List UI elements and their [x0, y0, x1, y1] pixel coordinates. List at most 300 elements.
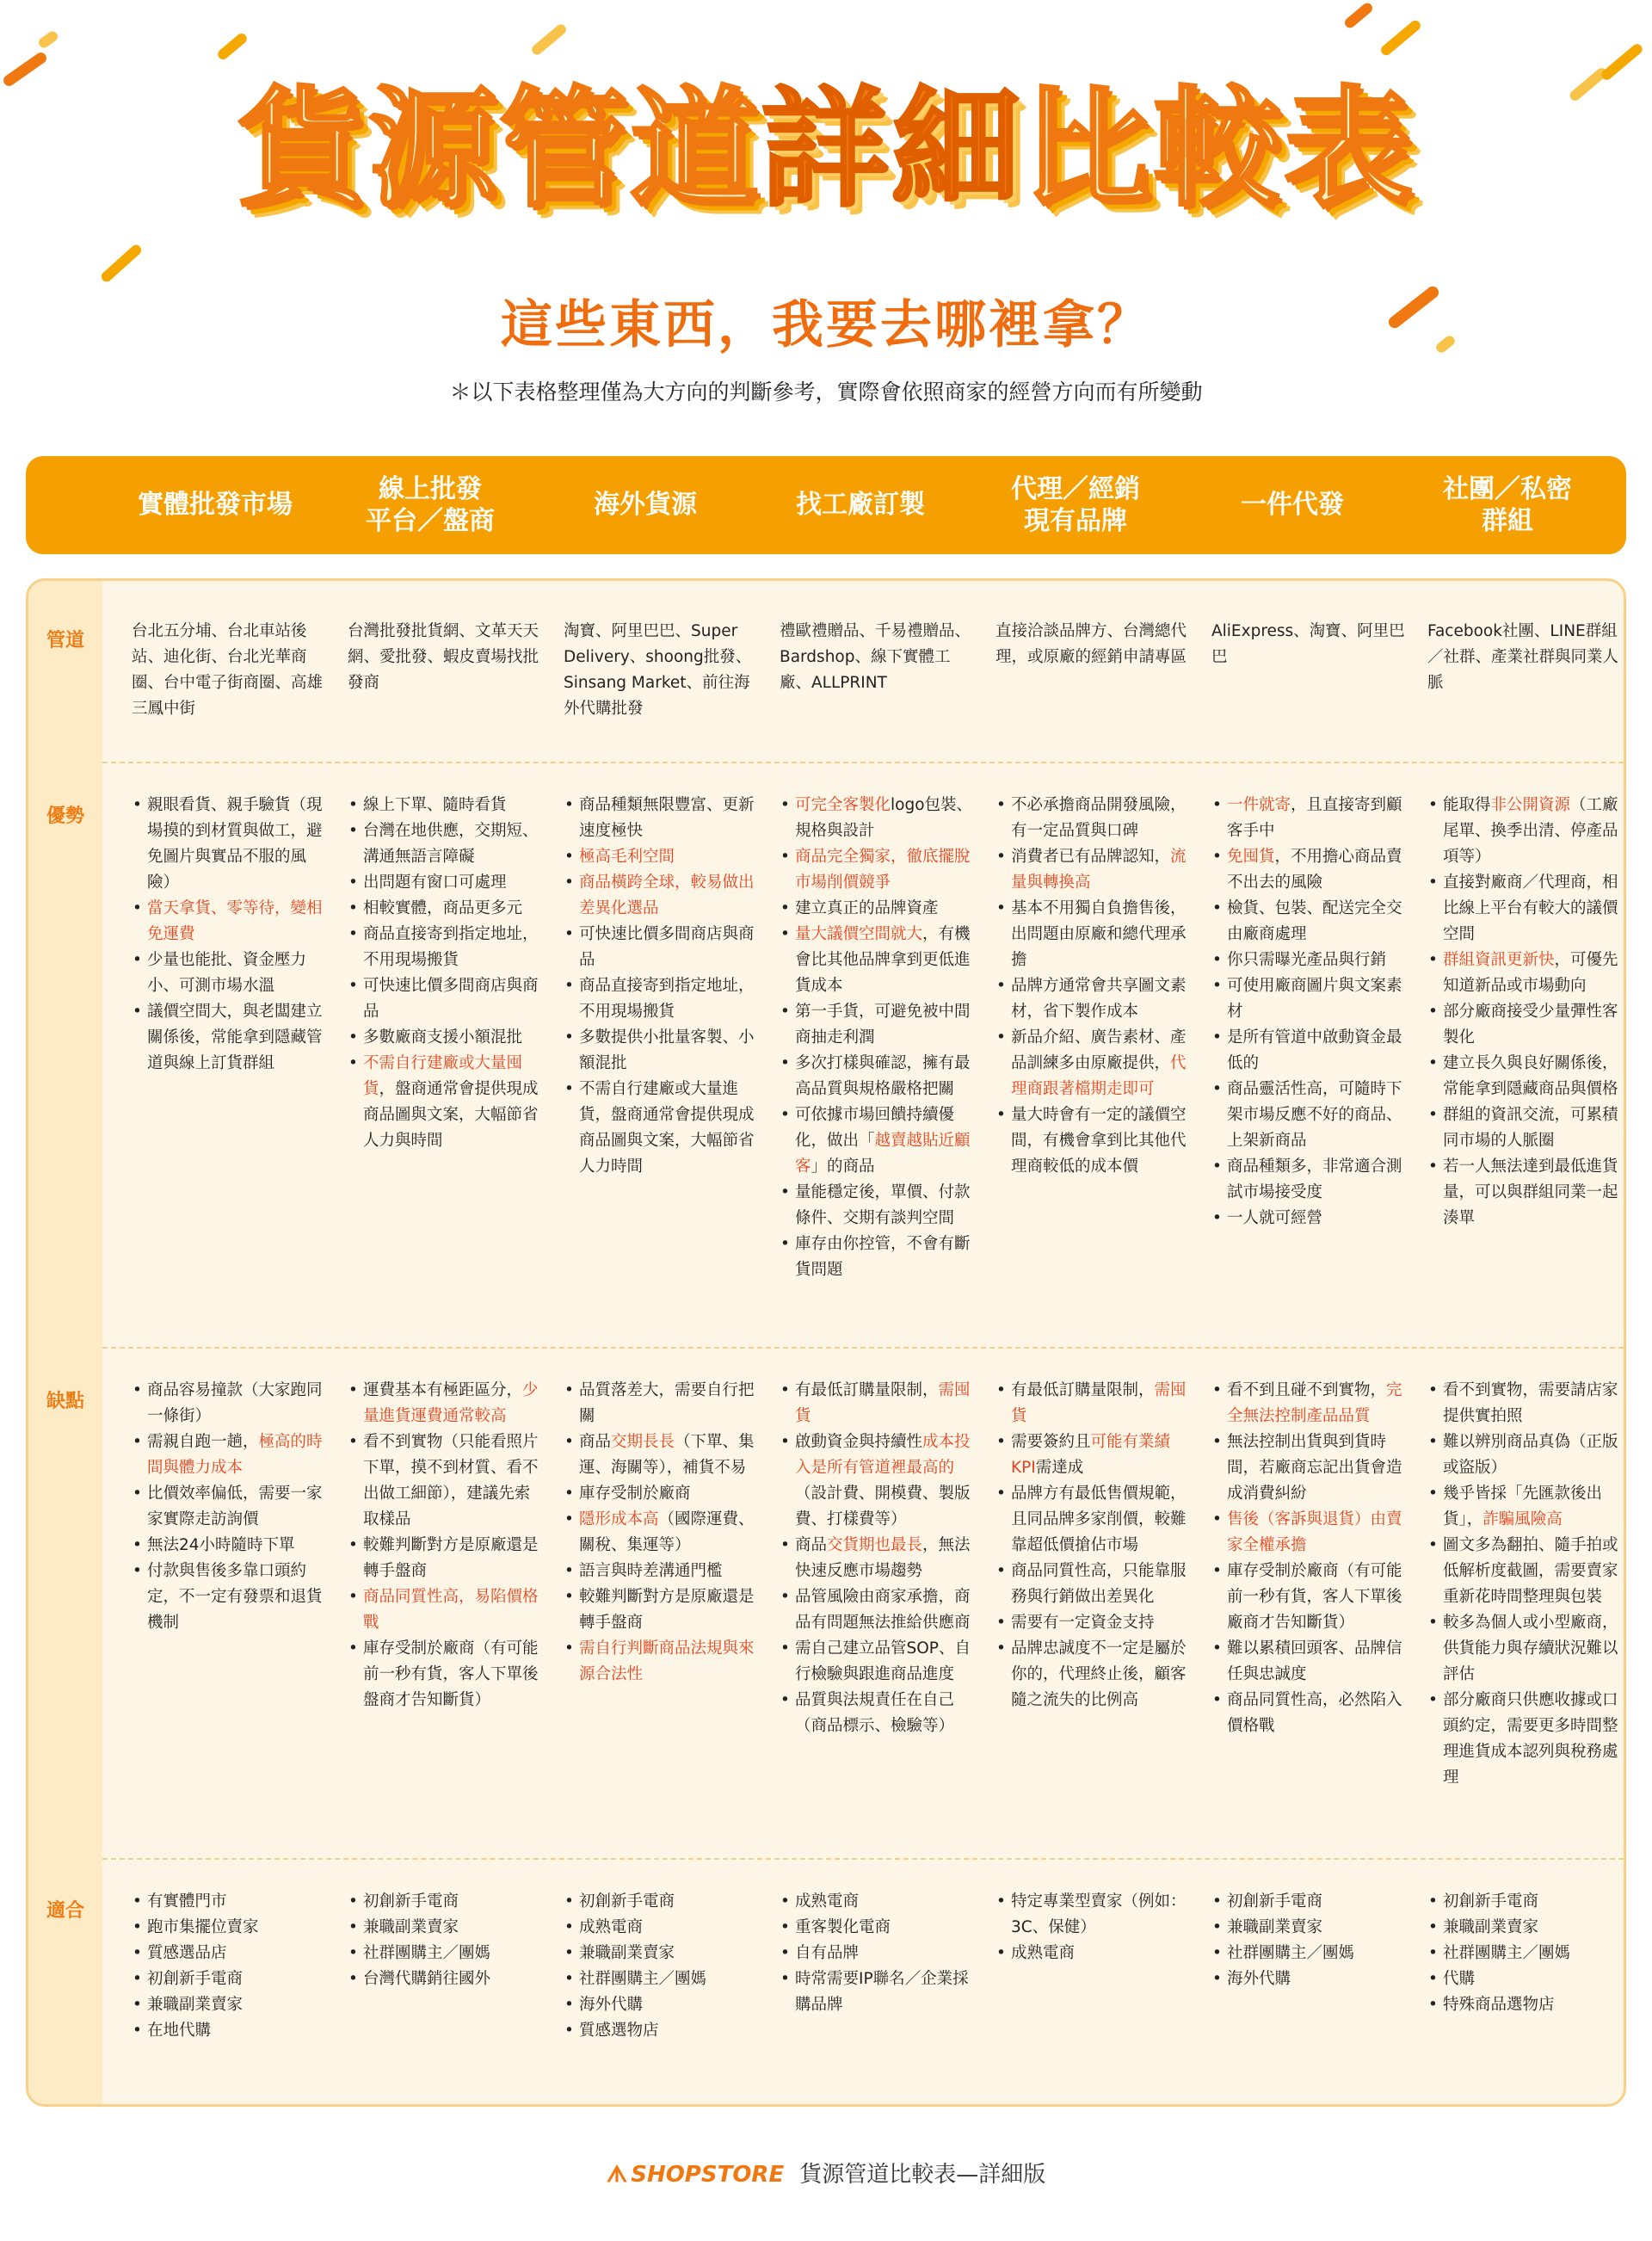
- highlight-text: 商品橫跨全球，較易做出差異化選品: [579, 874, 755, 917]
- item-text: ，且直接寄到顧客手中: [1227, 796, 1402, 840]
- channel-text: 台北五分埔、台北車站後站、迪化街、台北光華商圈、台中電子街商圈、高雄三鳳中街: [132, 622, 324, 718]
- item-text: 庫存受制於廠商: [579, 1485, 691, 1503]
- highlight-text: 可完全客製化: [795, 796, 891, 814]
- list-item: [348, 1584, 544, 1636]
- decor-stroke: [37, 29, 60, 50]
- advantage-cell: [564, 793, 760, 1180]
- highlight-text: 非公開資源: [1490, 796, 1571, 814]
- item-text: ，可優先知道新品或市場動向: [1443, 951, 1618, 995]
- item-text: 需要簽約且: [1011, 1433, 1091, 1451]
- list-item: • 海外代購: [564, 1992, 760, 2018]
- list-item: • 成熟電商: [564, 1915, 760, 1941]
- list-item: • 社群團購主／團媽: [1427, 1941, 1624, 1966]
- item-text: 消費者已有品牌認知，: [1011, 848, 1171, 866]
- bullet-list: [1427, 1889, 1624, 2018]
- list-item: [780, 1232, 976, 1283]
- list-item: [348, 793, 544, 818]
- suitable-cell: [348, 1889, 544, 1992]
- list-item: [1427, 1102, 1624, 1154]
- item-text: 品牌方有最低售價規範，且同品牌多家削價，較難靠超低價搶佔市場: [1011, 1485, 1187, 1554]
- column-header: 一件代發: [1241, 490, 1344, 521]
- bullet-list: [348, 793, 544, 1154]
- list-item: [132, 1429, 328, 1481]
- item-text: 多數提供小批量客製、小額混批: [579, 1028, 755, 1072]
- list-item: [132, 1559, 328, 1636]
- list-item: [1427, 948, 1624, 999]
- item-text: 群組的資訊交流，可累積同市場的人脈圈: [1443, 1106, 1618, 1150]
- bullet-list: [780, 793, 976, 1283]
- item-text: 商品: [579, 1433, 612, 1451]
- list-item: • 特殊商品選物店: [1427, 1992, 1624, 2018]
- item-text: 線上下單、隨時看貨: [363, 796, 507, 814]
- highlight-text: 交貨期也最長: [827, 1536, 923, 1554]
- item-text: 看不到實物，需要請店家提供實拍照: [1443, 1381, 1618, 1425]
- list-item: [1211, 1429, 1408, 1507]
- title-part-2: 詳細: [760, 75, 1022, 225]
- list-item: [1427, 1533, 1624, 1610]
- highlight-text: 流量與轉換高: [1011, 848, 1187, 892]
- suitable-cell: [1211, 1889, 1408, 1992]
- suitable-cell: [1427, 1889, 1624, 2018]
- list-item: • 初創新手電商: [348, 1889, 544, 1915]
- list-item: [780, 1051, 976, 1102]
- item-text: 有最低訂購量限制，: [795, 1381, 939, 1399]
- item-text: 有最低訂購量限制，: [1011, 1381, 1155, 1399]
- list-item: [780, 844, 976, 896]
- list-item: [1211, 1077, 1408, 1154]
- channel-cell: [1427, 619, 1624, 696]
- list-item: • 兼職副業賣家: [1211, 1915, 1408, 1941]
- list-item: • 質感選品店: [132, 1941, 328, 1966]
- list-item: [780, 896, 976, 922]
- item-text: 可依據市場回饋持續優化，做出「: [795, 1106, 955, 1150]
- decor-stroke: [530, 22, 568, 57]
- disadvantage-cell: [996, 1378, 1192, 1713]
- item-text: 少量也能批、資金壓力小、可測市場水溫: [147, 951, 307, 995]
- comparison-table: [26, 578, 1626, 2107]
- list-item: [1211, 1507, 1408, 1559]
- list-item: [1427, 1051, 1624, 1102]
- list-item: • 兼職副業賣家: [1427, 1915, 1624, 1941]
- item-text: 難以累積回頭客、品牌信任與忠誠度: [1227, 1639, 1402, 1683]
- bullet-list: [1211, 1378, 1408, 1739]
- item-text: 部分廠商接受少量彈性客製化: [1443, 1003, 1618, 1046]
- bullet-list: [780, 1889, 976, 2018]
- decor-stroke: [99, 243, 143, 284]
- disadvantage-cell: [564, 1378, 760, 1688]
- highlight-text: 商品完全獨家，徹底擺脫市場削價競爭: [795, 848, 971, 892]
- bullet-list: [1211, 793, 1408, 1232]
- row-divider: [102, 762, 1624, 763]
- list-item: [564, 1559, 760, 1584]
- column-header: 實體批發市場: [138, 490, 293, 521]
- row-divider: [102, 1858, 1624, 1860]
- item-text: 量大時會有一定的議價空間，有機會拿到比其他代理商較低的成本價: [1011, 1106, 1187, 1176]
- item-text: （工廠尾單、換季出清、停產品項等）: [1443, 796, 1618, 866]
- list-item: • 成熟電商: [780, 1889, 976, 1915]
- bullet-list: [996, 793, 1192, 1180]
- highlight-text: 詐騙風險高: [1482, 1510, 1563, 1528]
- list-item: [780, 1533, 976, 1584]
- item-text: 需親自跑一趟，: [147, 1433, 259, 1451]
- bullet-list: [1427, 793, 1624, 1232]
- highlight-text: 越賣越貼近顧客: [795, 1132, 971, 1176]
- item-text: ，有機會比其他品牌拿到更低進貨成本: [795, 925, 971, 995]
- list-item: [996, 896, 1192, 973]
- decor-stroke: [1343, 1, 1375, 30]
- item-text: 可快速比價多間商店與商品: [579, 925, 755, 969]
- list-item: [132, 896, 328, 948]
- item-text: 運費基本有極距區分，: [363, 1381, 523, 1399]
- item-text: 多數廠商支援小額混批: [363, 1028, 523, 1046]
- list-item: • 初創新手電商: [132, 1966, 328, 1992]
- list-item: [780, 922, 976, 999]
- list-item: [564, 793, 760, 844]
- list-item: • 台灣代購銷往國外: [348, 1966, 544, 1992]
- list-item: [996, 1378, 1192, 1429]
- row-label-disadvantage: 缺點: [46, 1391, 84, 1412]
- list-item: [1211, 1688, 1408, 1739]
- list-item: [564, 844, 760, 870]
- table-header: [26, 456, 1626, 554]
- list-item: [564, 1507, 760, 1559]
- list-item: [1427, 1429, 1624, 1481]
- list-item: [780, 1378, 976, 1429]
- list-item: • 有實體門市: [132, 1889, 328, 1915]
- item-text: 商品容易撞款（大家跑同一條街）: [147, 1381, 323, 1425]
- list-item: [780, 1102, 976, 1180]
- bullet-list: [564, 1378, 760, 1688]
- list-item: [564, 1481, 760, 1507]
- list-item: [1427, 1610, 1624, 1688]
- list-item: [1211, 973, 1408, 1025]
- list-item: • 初創新手電商: [1211, 1889, 1408, 1915]
- disadvantage-cell: [132, 1378, 328, 1636]
- suitable-cell: [564, 1889, 760, 2044]
- bullet-list: [996, 1889, 1192, 1966]
- item-text: 語言與時差溝通門檻: [579, 1562, 723, 1580]
- suitable-cell: [132, 1889, 328, 2044]
- item-text: 建立長久與良好關係後，常能拿到隱藏商品與價格: [1443, 1054, 1618, 1098]
- item-text: 若一人無法達到最低進貨量，可以與群組同業一起湊單: [1443, 1158, 1618, 1227]
- list-item: [1211, 948, 1408, 973]
- list-item: • 代購: [1427, 1966, 1624, 1992]
- item-text: 」的商品: [811, 1158, 875, 1176]
- item-text: 較難判斷對方是原廠還是轉手盤商: [363, 1536, 539, 1580]
- list-item: [348, 1051, 544, 1154]
- item-text: 品質落差大，需要自行把關: [579, 1381, 755, 1425]
- item-text: 啟動資金與持續性: [795, 1433, 923, 1451]
- highlight-text: 免囤貨: [1227, 848, 1275, 866]
- highlight-text: 需囤貨: [795, 1381, 971, 1425]
- bullet-list: [348, 1889, 544, 1992]
- list-item: [1427, 870, 1624, 948]
- highlight-text: 需囤貨: [1011, 1381, 1187, 1425]
- item-text: 量能穩定後，單價、付款條件、交期有談判空間: [795, 1183, 971, 1227]
- list-item: [1211, 793, 1408, 844]
- list-item: [1211, 1636, 1408, 1688]
- item-text: 能取得: [1443, 796, 1491, 814]
- list-item: [348, 1378, 544, 1429]
- item-text: 商品: [795, 1536, 828, 1554]
- list-item: [780, 1584, 976, 1636]
- list-item: • 時常需要IP聯名／企業採購品牌: [780, 1966, 976, 2018]
- item-text: 需自己建立品管SOP、自行檢驗與跟進商品進度: [795, 1639, 971, 1683]
- item-text: （設計費、開模費、製版費、打樣費等）: [795, 1485, 971, 1528]
- item-text: 出問題有窗口可處理: [363, 874, 507, 892]
- list-item: [996, 844, 1192, 896]
- list-item: [780, 999, 976, 1051]
- item-text: 比價效率偏低，需要一家家實際走訪詢價: [147, 1485, 323, 1528]
- item-text: 較多為個人或小型廠商，供貨能力與存續狀況難以評估: [1443, 1614, 1618, 1683]
- advantage-cell: [348, 793, 544, 1154]
- item-text: 無法24小時隨時下單: [147, 1536, 295, 1554]
- highlight-text: 隱形成本高: [579, 1510, 659, 1528]
- item-text: 看不到實物（只能看照片下單，摸不到材質、看不出做工細節），建議先索取樣品: [363, 1433, 539, 1528]
- item-text: 不需自行建廠或大量進貨，盤商通常會提供現成商品圖與文案，大幅節省人力時間: [579, 1080, 755, 1176]
- advantage-cell: [996, 793, 1192, 1180]
- list-item: • 特定專業型賣家（例如：3C、保健）: [996, 1889, 1192, 1941]
- list-item: [996, 1481, 1192, 1559]
- list-item: [564, 1077, 760, 1180]
- item-text: 部分廠商只供應收據或口頭約定，需要更多時間整理進貨成本認列與稅務處理: [1443, 1691, 1618, 1787]
- list-item: [132, 1481, 328, 1533]
- decor-stroke: [1600, 42, 1644, 82]
- advantage-cell: [780, 793, 976, 1283]
- disclaimer-note: ＊以下表格整理僅為大方向的判斷參考，實際會依照商家的經營方向而有所變動: [449, 380, 1203, 404]
- highlight-text: 群組資訊更新快: [1443, 951, 1555, 969]
- item-text: ，無法快速反應市場趨勢: [795, 1536, 971, 1580]
- footer-caption: 貨源管道比較表—詳細版: [799, 2162, 1046, 2188]
- channel-text: 直接洽談品牌方、台灣總代理，或原廠的經銷申請專區: [996, 622, 1187, 666]
- list-item: • 成熟電商: [996, 1941, 1192, 1966]
- list-item: [348, 1025, 544, 1051]
- list-item: [996, 973, 1192, 1025]
- highlight-text: 需自行判斷商品法規與來源合法性: [579, 1639, 755, 1683]
- bullet-list: [1427, 1378, 1624, 1791]
- item-text: 是所有管道中啟動資金最低的: [1227, 1028, 1402, 1072]
- bullet-list: [564, 1889, 760, 2044]
- list-item: • 初創新手電商: [1427, 1889, 1624, 1915]
- highlight-text: 不需自行建廠或大量囤貨: [363, 1054, 523, 1098]
- page-title: [0, 75, 1652, 225]
- list-item: • 兼職副業賣家: [132, 1992, 328, 2018]
- bullet-list: [132, 1889, 328, 2044]
- list-item: [564, 1025, 760, 1077]
- list-item: [1211, 896, 1408, 948]
- highlight-text: 代理商跟著檔期走即可: [1011, 1054, 1187, 1098]
- list-item: • 海外代購: [1211, 1966, 1408, 1992]
- channel-text: Facebook社團、LINE群組／社群、產業社群與同業人脈: [1427, 622, 1619, 692]
- column-header: 海外貨源: [594, 490, 697, 521]
- highlight-text: 成本投入是所有管道裡最高的: [795, 1433, 971, 1477]
- item-text: 品質與法規責任在自己（商品標示、檢驗等）: [795, 1691, 955, 1735]
- channel-cell: [996, 619, 1192, 670]
- highlight-text: 極高毛利空間: [579, 848, 675, 866]
- list-item: [348, 973, 544, 1025]
- highlight-text: 當天拿貨、零等待，變相免運費: [147, 899, 323, 943]
- list-item: [1211, 1206, 1408, 1232]
- footer: [0, 2157, 1652, 2189]
- page-subtitle: 這些東西，我要去哪裡拿？: [501, 295, 1151, 355]
- item-text: 台灣在地供應，交期短、溝通無語言障礙: [363, 822, 539, 866]
- item-text: 直接對廠商／代理商，相比線上平台有較大的議價空間: [1443, 874, 1618, 943]
- item-text: 商品種類多，非常適合測試市場接受度: [1227, 1158, 1402, 1201]
- item-text: 商品直接寄到指定地址，不用現場搬貨: [579, 977, 755, 1021]
- title-part-3: 比較表: [1022, 75, 1415, 225]
- item-text: 新品介紹、廣告素材、產品訓練多由原廠提供，: [1011, 1028, 1187, 1072]
- highlight-text: 售後（客訴與退貨）由賣家全權承擔: [1227, 1510, 1402, 1554]
- item-text: 建立真正的品牌資產: [795, 899, 939, 917]
- list-item: • 重客製化電商: [780, 1915, 976, 1941]
- list-item: [996, 1102, 1192, 1180]
- list-item: [780, 1636, 976, 1688]
- bullet-list: [132, 1378, 328, 1636]
- highlight-text: 量大議價空間就大: [795, 925, 923, 943]
- item-text: 可快速比價多間商店與商品: [363, 977, 539, 1021]
- item-text: 商品同質性高，只能靠服務與行銷做出差異化: [1011, 1562, 1187, 1606]
- column-header: 找工廠訂製: [796, 490, 925, 521]
- highlight-text: 極高的時間與體力成本: [147, 1433, 323, 1477]
- highlight-text: 一件就寄: [1227, 796, 1291, 814]
- item-text: 第一手貨，可避免被中間商抽走利潤: [795, 1003, 971, 1046]
- item-text: 庫存受制於廠商（有可能前一秒有貨，客人下單後廠商才告知斷貨）: [1227, 1562, 1402, 1632]
- list-item: [996, 1610, 1192, 1636]
- item-text: 付款與售後多靠口頭約定，不一定有發票和退貨機制: [147, 1562, 323, 1632]
- list-item: [996, 793, 1192, 844]
- highlight-text: 交期長長: [611, 1433, 675, 1451]
- list-item: [996, 1429, 1192, 1481]
- row-label-advantage: 優勢: [46, 806, 84, 827]
- item-text: ，盤商通常會提供現成商品圖與文案，大幅節省人力與時間: [363, 1080, 539, 1150]
- bullet-list: [780, 1378, 976, 1739]
- row-divider: [102, 1347, 1624, 1349]
- list-item: [564, 922, 760, 973]
- disadvantage-cell: [1211, 1378, 1408, 1739]
- list-item: [780, 1688, 976, 1739]
- list-item: [132, 1533, 328, 1559]
- item-text: 看不到且碰不到實物，: [1227, 1381, 1387, 1399]
- list-item: [996, 1025, 1192, 1102]
- item-text: 庫存由你控管，不會有斷貨問題: [795, 1235, 971, 1279]
- list-item: [348, 870, 544, 896]
- list-item: [564, 1378, 760, 1429]
- item-text: 品牌方通常會共享圖文素材，省下製作成本: [1011, 977, 1187, 1021]
- item-text: 不必承擔商品開發風險，有一定品質與口碑: [1011, 796, 1187, 840]
- list-item: [132, 948, 328, 999]
- list-item: [1427, 1481, 1624, 1533]
- item-text: 品管風險由商家承擔，商品有問題無法推給供應商: [795, 1588, 971, 1632]
- list-item: [132, 999, 328, 1077]
- list-item: [1211, 1378, 1408, 1429]
- list-item: [348, 896, 544, 922]
- highlight-text: 少量進貨運費通常較高: [363, 1381, 539, 1425]
- highlight-text: 完全無法控制產品品質: [1227, 1381, 1402, 1425]
- channel-cell: [780, 619, 976, 696]
- item-text: ，不用擔心商品賣不出去的風險: [1227, 848, 1402, 892]
- list-item: [564, 870, 760, 922]
- list-item: [348, 1533, 544, 1584]
- item-text: 可使用廠商圖片與文案素材: [1227, 977, 1402, 1021]
- list-item: • 質感選物店: [564, 2018, 760, 2044]
- column-header: 代理／經銷 現有品牌: [1011, 473, 1140, 536]
- disadvantage-cell: [1427, 1378, 1624, 1791]
- channel-text: AliExpress、淘寶、阿里巴巴: [1211, 622, 1405, 666]
- channel-cell: [1211, 619, 1408, 670]
- item-text: （下單、集運、海關等），補貨不易: [579, 1433, 755, 1477]
- highlight-text: 可能有業績KPI: [1011, 1433, 1171, 1477]
- suitable-cell: [996, 1889, 1192, 1966]
- item-text: 難以辨別商品真偽（正版或盜版）: [1443, 1433, 1618, 1477]
- channel-text: 淘寶、阿里巴巴、Super Delivery、shoong批發、Sinsang Market、前往海外代購批發: [564, 622, 752, 718]
- list-item: • 自有品牌: [780, 1941, 976, 1966]
- bullet-list: [564, 793, 760, 1180]
- list-item: [564, 1636, 760, 1688]
- column-header: 社團／私密 群組: [1443, 473, 1572, 536]
- list-item: [1427, 1154, 1624, 1232]
- list-item: [348, 922, 544, 973]
- item-text: 檢貨、包裝、配送完全交由廠商處理: [1227, 899, 1402, 943]
- list-item: [1427, 999, 1624, 1051]
- list-item: [996, 1636, 1192, 1713]
- list-item: [348, 1429, 544, 1533]
- list-item: • 社群團購主／團媽: [564, 1966, 760, 1992]
- item-text: 需達成: [1035, 1459, 1084, 1477]
- bullet-list: [348, 1378, 544, 1713]
- advantage-cell: [1427, 793, 1624, 1232]
- item-text: 商品直接寄到指定地址，不用現場搬貨: [363, 925, 539, 969]
- list-item: • 社群團購主／團媽: [348, 1941, 544, 1966]
- shopstore-logo-icon: ᗑ: [606, 2162, 628, 2188]
- list-item: [132, 1378, 328, 1429]
- list-item: [780, 793, 976, 844]
- list-item: • 兼職副業賣家: [348, 1915, 544, 1941]
- list-item: [1211, 1154, 1408, 1206]
- list-item: • 兼職副業賣家: [564, 1941, 760, 1966]
- highlight-text: 商品同質性高，易陷價格戰: [363, 1588, 539, 1632]
- disadvantage-cell: [348, 1378, 544, 1713]
- advantage-cell: [1211, 793, 1408, 1232]
- disadvantage-cell: [780, 1378, 976, 1739]
- list-item: [1211, 1025, 1408, 1077]
- list-item: • 跑市集擺位賣家: [132, 1915, 328, 1941]
- item-text: 你只需曝光產品與行銷: [1227, 951, 1387, 969]
- row-label-suitable: 適合: [46, 1900, 84, 1922]
- item-text: （國際運費、關稅、集運等）: [579, 1510, 755, 1554]
- item-text: 一人就可經營: [1227, 1209, 1323, 1227]
- list-item: [780, 1429, 976, 1533]
- item-text: 商品靈活性高，可隨時下架市場反應不好的商品、上架新商品: [1227, 1080, 1402, 1150]
- list-item: [1427, 1378, 1624, 1429]
- item-text: 商品種類無限豐富、更新速度極快: [579, 796, 755, 840]
- bullet-list: [132, 793, 328, 1077]
- item-text: 庫存受制於廠商（有可能前一秒有貨，客人下單後盤商才告知斷貨）: [363, 1639, 539, 1709]
- column-header: 線上批發 平台／盤商: [366, 473, 495, 536]
- list-item: [564, 1429, 760, 1481]
- channel-cell: [564, 619, 760, 722]
- channel-cell: [132, 619, 328, 722]
- list-item: [780, 1180, 976, 1232]
- item-text: 品牌忠誠度不一定是屬於你的，代理終止後，顧客隨之流失的比例高: [1011, 1639, 1187, 1709]
- item-text: logo包裝、規格與設計: [795, 796, 973, 840]
- advantage-cell: [132, 793, 328, 1077]
- list-item: [564, 973, 760, 1025]
- item-text: 親眼看貨、親手驗貨（現場摸的到材質與做工，避免圖片與實品不服的風險）: [147, 796, 323, 892]
- list-item: [1427, 793, 1624, 870]
- bullet-list: [996, 1378, 1192, 1713]
- brand-logo: SHOPSTORE: [631, 2162, 785, 2188]
- title-part-1: 貨源管道: [237, 75, 761, 225]
